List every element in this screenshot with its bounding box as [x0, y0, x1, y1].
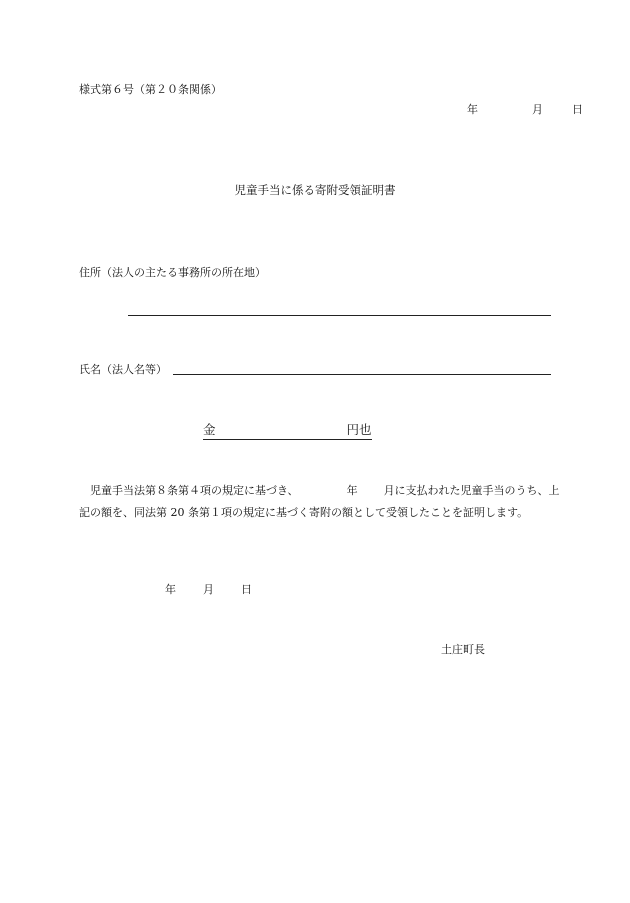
issue-date-month: 月	[203, 583, 214, 596]
top-date	[467, 101, 583, 117]
issue-date	[165, 581, 252, 597]
issue-date-year: 年	[165, 583, 176, 596]
certification-body	[79, 480, 567, 523]
top-date-year: 年	[467, 103, 478, 116]
amount-row	[203, 420, 372, 440]
top-date-month: 月	[532, 103, 543, 116]
name-label: 氏名（法人名等）	[79, 363, 167, 376]
document-title: 児童手当に係る寄附受領証明書	[234, 183, 396, 197]
issuer-title: 土庄町長	[441, 643, 485, 656]
address-blank-line	[128, 315, 551, 316]
amount-suffix: 円也	[346, 422, 372, 437]
top-date-day: 日	[572, 103, 583, 116]
address-label: 住所（法人の主たる事務所の所在地）	[79, 266, 266, 279]
amount-prefix: 金	[203, 422, 216, 437]
issue-date-day: 日	[241, 583, 252, 596]
name-blank-line	[173, 374, 551, 375]
body-year: 年	[346, 484, 358, 497]
form-number: 様式第６号（第２０条関係）	[79, 83, 222, 96]
body-part2: 月に支払われた児童手当のうち、上記の額を、同法第 20 条第１項の規定に基づく寄附の額として受領したことを証明します。	[79, 484, 560, 519]
body-part1: 児童手当法第８条第４項の規定に基づき、	[90, 484, 299, 497]
